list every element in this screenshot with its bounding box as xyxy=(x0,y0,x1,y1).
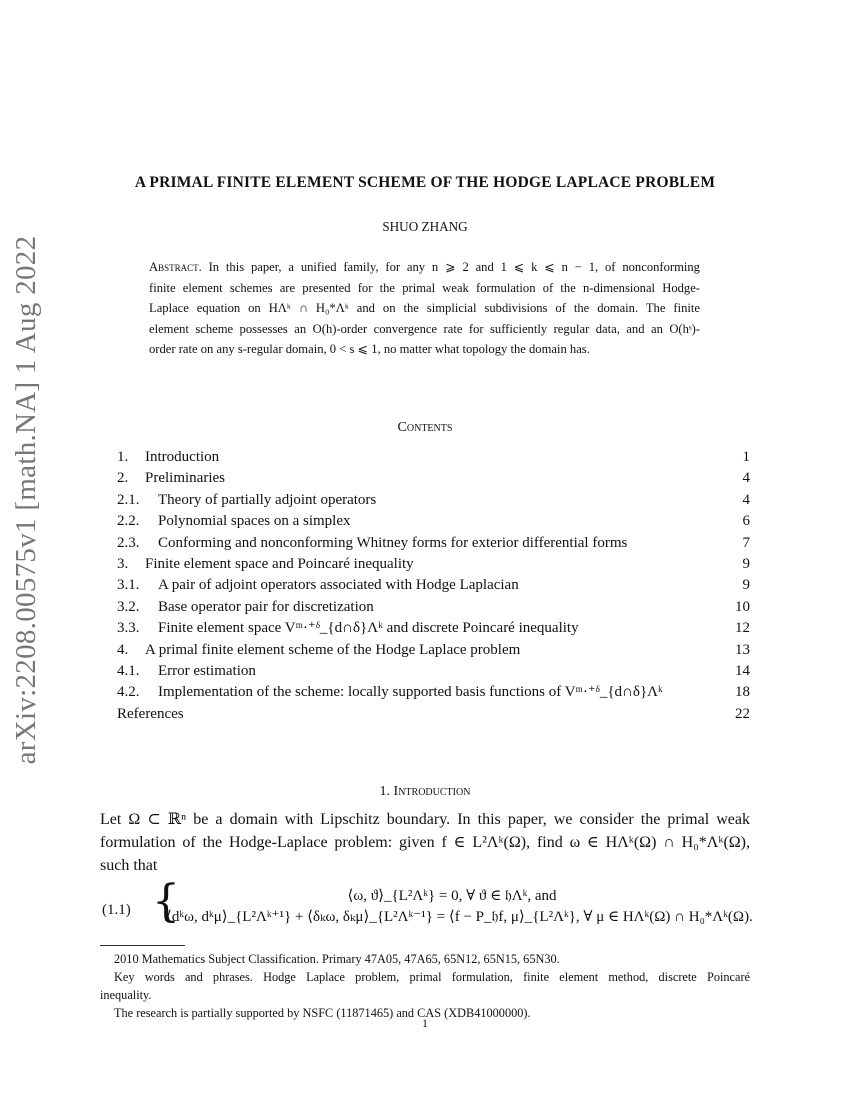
toc-entry[interactable] xyxy=(117,661,750,682)
toc-entry-number: 2.1. xyxy=(117,491,140,508)
toc-entry-page: 10 xyxy=(735,598,750,615)
toc-entry-number: 3. xyxy=(117,555,129,572)
abstract xyxy=(149,257,700,360)
abstract-heading: Abstract. xyxy=(149,260,202,274)
toc-entry-number: 4.2. xyxy=(117,684,140,701)
toc-entry-number: 4. xyxy=(117,641,129,658)
paragraph-line: such that xyxy=(100,857,158,874)
toc-entry-page: 7 xyxy=(742,534,750,551)
toc-entry-title: Theory of partially adjoint operators xyxy=(158,491,377,508)
footnotes xyxy=(100,950,750,1022)
toc-entry-title: A primal finite element scheme of the Hodge Laplace problem xyxy=(145,641,521,658)
equation-line-1: ⟨ω, ϑ⟩_{L²Λᵏ} = 0, ∀ ϑ ∈ 𝔥Λᵏ, and xyxy=(347,888,557,904)
toc-entry-title: Preliminaries xyxy=(145,470,225,487)
funding-footnote: The research is partially supported by NSFC (11871465) and CAS (XDB41000000). xyxy=(114,1006,531,1020)
abstract-line: finite element schemes are presented for the primal weak formulation of the n-dimensional Hodge- xyxy=(149,280,700,295)
toc-entry-page: 9 xyxy=(742,577,750,594)
toc-entry[interactable] xyxy=(117,511,750,532)
toc-entry-number: 3.1. xyxy=(117,577,140,594)
paragraph-line: formulation of the Hodge-Laplace problem: given f ∈ L²Λᵏ(Ω), find ω ∈ HΛᵏ(Ω) ∩ H₀*Λᵏ(Ω), xyxy=(100,834,750,851)
equation-line-2: ⟨dᵏω, dᵏμ⟩_{L²Λᵏ⁺¹} + ⟨δₖω, δₖμ⟩_{L²Λᵏ⁻¹} = ⟨f − P_𝔥f, μ⟩_{L²Λᵏ}, ∀ μ ∈ HΛᵏ(Ω) ∩ H₀*Λᵏ(Ω). xyxy=(166,909,753,925)
toc-entry-page: 13 xyxy=(735,641,750,658)
toc-entry[interactable] xyxy=(117,618,750,639)
toc-entry-number: 3.2. xyxy=(117,598,140,615)
footnote-rule xyxy=(100,945,185,946)
toc-entry-page: 4 xyxy=(742,470,750,487)
toc-entry[interactable] xyxy=(117,704,750,725)
intro-paragraph xyxy=(100,808,750,877)
toc-entry[interactable] xyxy=(117,533,750,554)
toc-entry[interactable] xyxy=(117,640,750,661)
abstract-line: element scheme possesses an O(h)-order convergence rate for sufficiently regular data, and an O(hˢ)- xyxy=(149,321,700,336)
toc-entry[interactable] xyxy=(117,575,750,596)
left-brace: { xyxy=(152,876,180,927)
toc-entry-title: Polynomial spaces on a simplex xyxy=(158,513,351,530)
toc-entry-title: Implementation of the scheme: locally supported basis functions of Vᵐ·⁺ᵟ_{d∩δ}Λᵏ xyxy=(158,684,663,701)
toc-entry-title: Introduction xyxy=(145,449,220,465)
equation-label: (1.1) xyxy=(102,902,131,918)
author: SHUO ZHANG xyxy=(382,219,468,234)
keywords-footnote-cont: inequality. xyxy=(100,988,152,1002)
toc-entry[interactable] xyxy=(117,554,750,575)
toc-entry-page: 9 xyxy=(742,555,750,572)
toc-entry-number: 3.3. xyxy=(117,620,140,637)
abstract-line: Laplace equation on HΛᵏ ∩ H₀*Λᵏ and on the simplicial subdivisions of the domain. The finite xyxy=(149,301,700,315)
toc-entry[interactable] xyxy=(117,468,750,489)
toc-entry-number: 4.1. xyxy=(117,662,140,679)
toc-entry-page: 1 xyxy=(742,449,750,465)
toc-entry-title: Conforming and nonconforming Whitney forms for exterior differential forms xyxy=(158,534,628,551)
toc-entry-title: References xyxy=(117,705,184,722)
abstract-line: Abstract. In this paper, a unified family, for any n ⩾ 2 and 1 ⩽ k ⩽ n − 1, of nonconforming xyxy=(149,260,700,274)
msc-footnote: 2010 Mathematics Subject Classification. Primary 47A05, 47A65, 65N12, 65N15, 65N30. xyxy=(114,952,560,966)
toc-entry[interactable] xyxy=(117,490,750,511)
toc-entry[interactable] xyxy=(117,447,750,468)
toc-entry-page: 18 xyxy=(735,684,750,701)
section-heading: 1. Introduction xyxy=(379,784,471,799)
toc-entry-title: Error estimation xyxy=(158,662,256,679)
paper-title: A PRIMAL FINITE ELEMENT SCHEME OF THE HODGE LAPLACE PROBLEM xyxy=(134,174,716,191)
toc-entry[interactable] xyxy=(117,682,750,703)
page-number: 1 xyxy=(422,1016,428,1030)
abstract-line: order rate on any s-regular domain, 0 < s ⩽ 1, no matter what topology the domain has. xyxy=(149,342,590,356)
toc-entry-page: 12 xyxy=(735,620,750,637)
paragraph-line: Let Ω ⊂ ℝⁿ be a domain with Lipschitz boundary. In this paper, we consider the primal weak xyxy=(100,811,750,828)
toc-entry[interactable] xyxy=(117,597,750,618)
keywords-footnote: Key words and phrases. Hodge Laplace problem, primal formulation, finite element method, discrete Poincaré xyxy=(114,970,750,984)
toc-entry-number: 1. xyxy=(117,449,129,465)
toc-entry-number: 2.3. xyxy=(117,534,140,551)
toc-entry-page: 22 xyxy=(735,705,750,722)
toc-entry-title: Base operator pair for discretization xyxy=(158,598,374,615)
toc-entry-number: 2. xyxy=(117,470,129,487)
toc-entry-title: Finite element space Vᵐ·⁺ᵟ_{d∩δ}Λᵏ and discrete Poincaré inequality xyxy=(158,620,579,637)
contents-heading: Contents xyxy=(397,420,453,435)
toc-entry-page: 6 xyxy=(742,513,750,530)
toc-entry-number: 2.2. xyxy=(117,513,140,530)
toc-entry-page: 4 xyxy=(742,491,750,508)
table-of-contents xyxy=(117,447,750,725)
arxiv-stamp: arXiv:2208.00575v1 [math.NA] 1 Aug 2022 xyxy=(10,235,42,765)
toc-entry-title: A pair of adjoint operators associated with Hodge Laplacian xyxy=(158,577,519,594)
toc-entry-title: Finite element space and Poincaré inequality xyxy=(145,555,414,572)
toc-entry-page: 14 xyxy=(735,662,750,679)
